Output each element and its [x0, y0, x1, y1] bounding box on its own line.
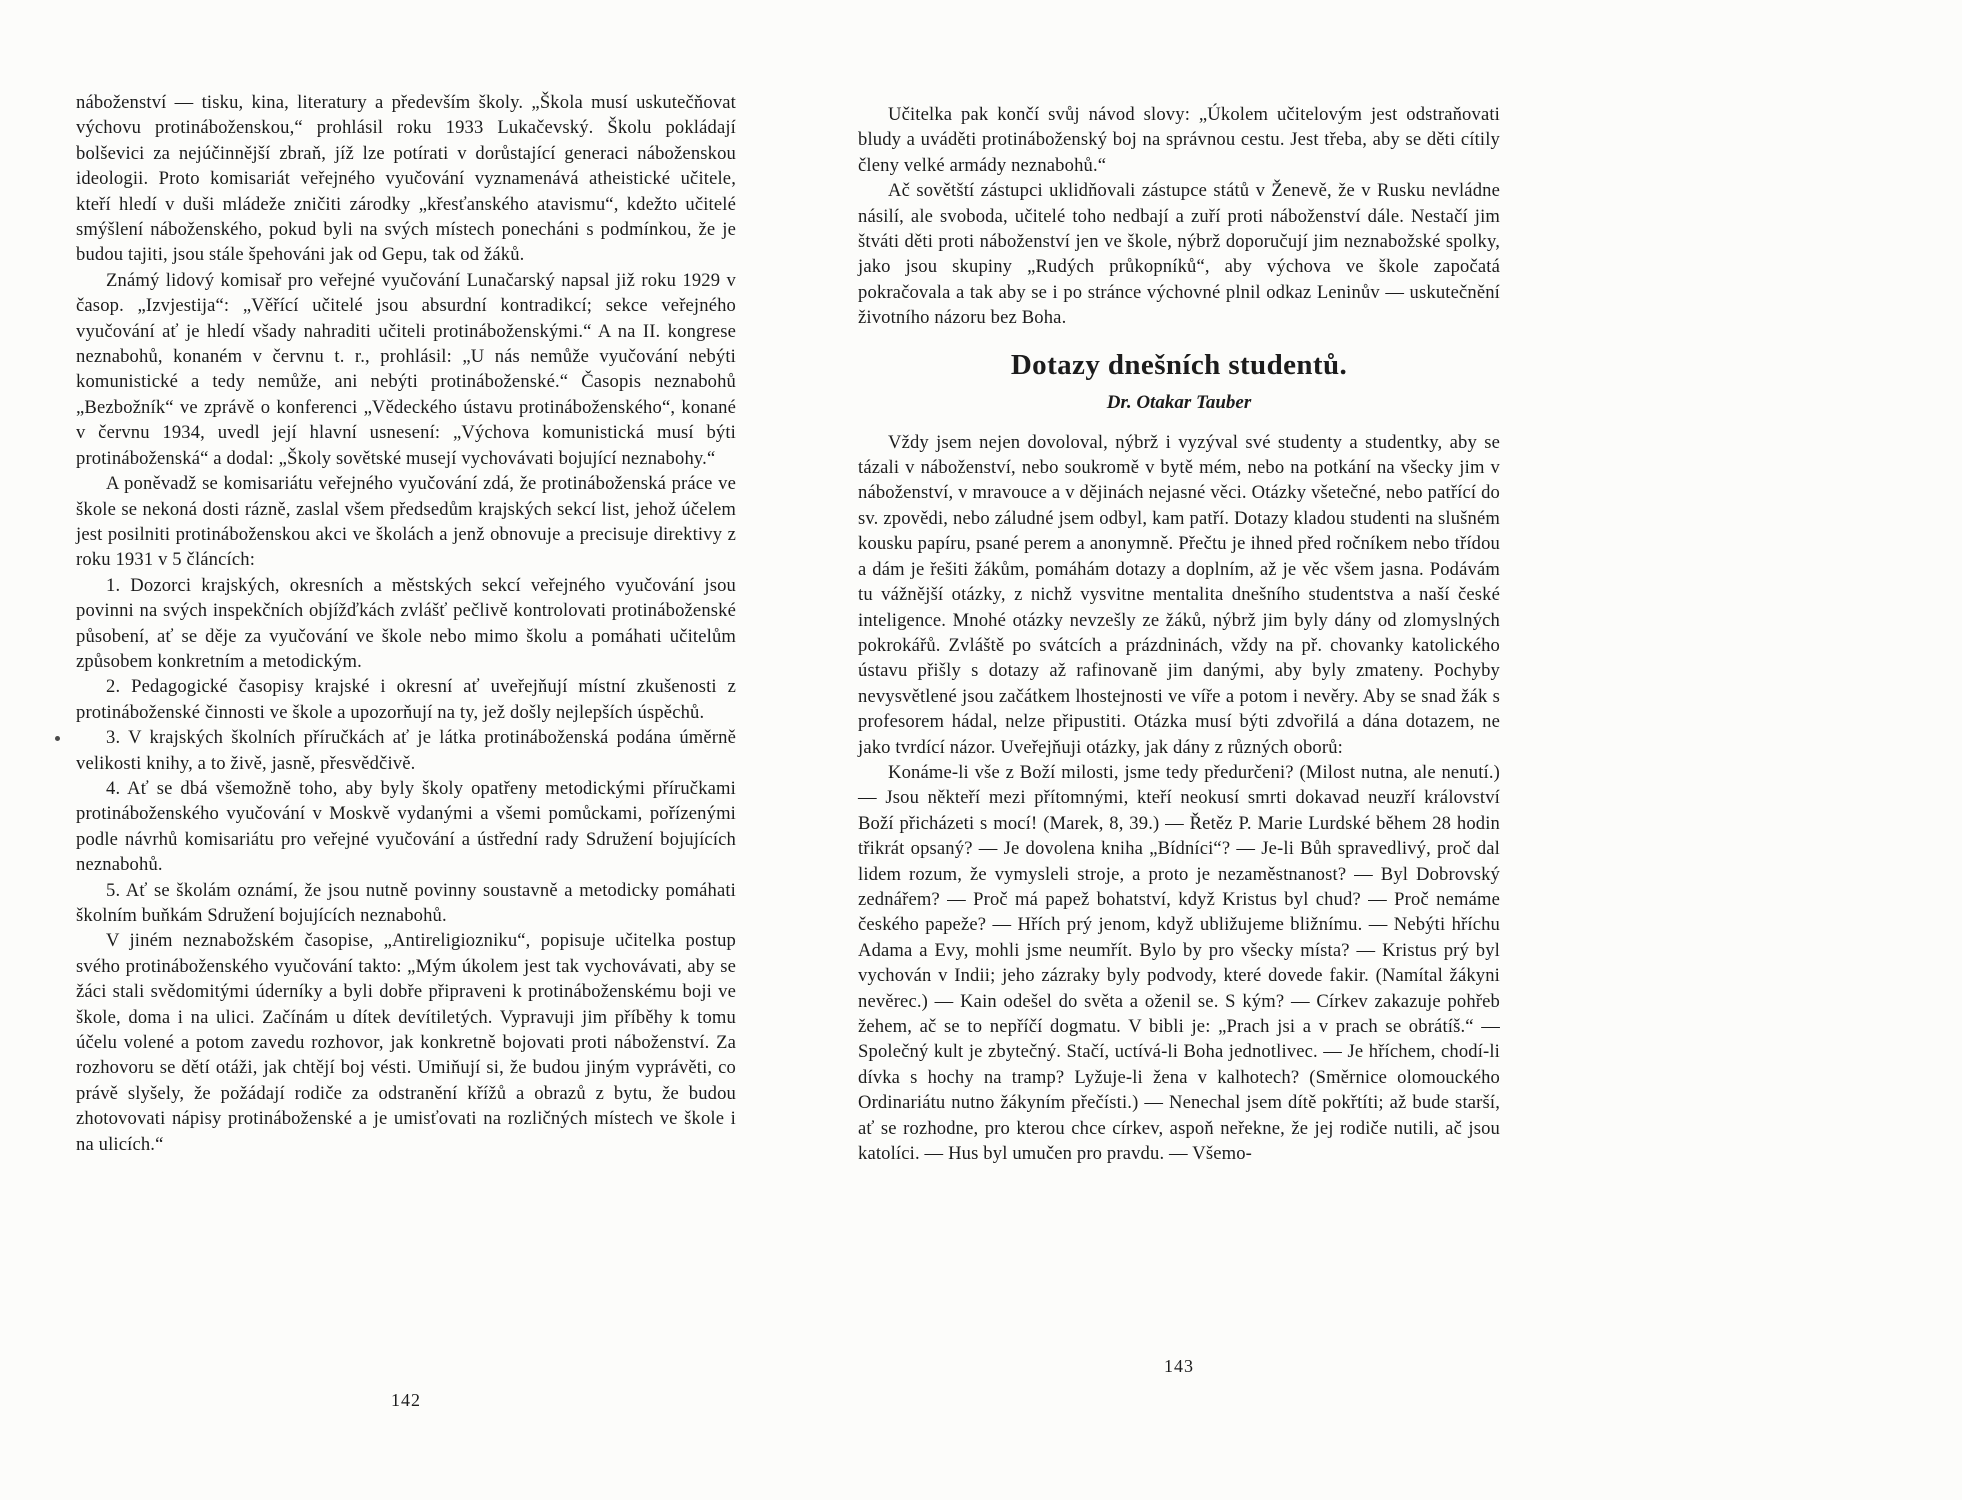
- right-page-section-text: [858, 430, 1500, 1167]
- left-page-text: [76, 90, 736, 1157]
- right-page-intro-text: [858, 102, 1500, 331]
- paragraph: Konáme-li vše z Boží milosti, jsme tedy předurčeni? (Milost nutna, ale nenutí.) — Jsou někteří mezi přítomnými, kteří neokusí smrti dokavad neuzří království Boží přicházeti s mocí! (Marek, 8, 39.) — Řetěz P. Marie Lurdské během 28 hodin třikrát opsaný? — Je dovolena kniha „Bídníci“? — Je-li Bůh spravedlivý, proč dal lidem rozum, že vymysleli stroje, a proto je nezaměstnanost? — Byl Dobrovský zednářem? — Proč má papež bohatství, když Kristus byl chud? — Proč nemáme českého papeže? — Hřích prý jenom, když ubližujeme bližnímu. — Nebýti hříchu Adama a Evy, mohli jsme neumřít. Bylo by pro všecky místa? — Kristus prý byl vychován v Indii; jeho zázraky byly podvody, které dovede fakir. (Namítal žákyni nevěrec.) — Kain odešel do světa a oženil se. S kým? — Církev zakazuje pohřeb žehem, ač se to nepříčí dogmatu. V bibli je: „Prach jsi a v prach se obrátíš.“ — Společný kult je zbytečný. Stačí, uctívá-li Boha jednotlivec. — Je hříchem, chodí-li dívka s hochy na tramp? Lyžuje-li žena v kalhotech? (Směrnice olomouckého Ordinariátu nutno žákyním přečísti.) — Nenechal jsem dítě pokřtíti; až bude starší, ať se rozhodne, pro kterou chce církev, aspoň neřekne, že jej rodiče nutili, ač jsou katolíci. — Hus byl umučen pro pravdu. — Všemo-: [858, 761, 1500, 1165]
- paragraph: Ač sovětští zástupci uklidňovali zástupce států v Ženevě, že v Rusku nevládne násilí, ale svoboda, učitelé toho nedbají a zuří proti náboženství dále. Nestačí jim štváti děti proti náboženství jen ve škole, nýbrž doporučují jim neznabožské spolky, jako jsou skupiny „Rudých průkopníků“, aby výchova ve škole započatá pokračovala a tak aby se i po stránce výchovné plnil odkaz Leninův — uskutečnění životního názoru bez Boha.: [858, 180, 1500, 329]
- paragraph: 4. Ať se dbá všemožně toho, aby byly školy opatřeny metodickými příručkami protináboženského vyučování v Moskvě vydanými a všemi pomůckami, pořízenými podle návrhů komisariátu pro veřejné vyučování a ústřední rady Sdružení bojujících neznabohů.: [76, 777, 736, 876]
- paragraph: 5. Ať se školám oznámí, že jsou nutně povinny soustavně a metodicky pomáhati školním buňkám Sdružení bojujících neznabohů.: [76, 879, 736, 926]
- section-author: Dr. Otakar Tauber: [1106, 391, 1252, 413]
- scan-speck-dot: [55, 736, 60, 741]
- section-title: Dotazy dnešních studentů.: [1010, 348, 1348, 381]
- paragraph: náboženství — tisku, kina, literatury a především školy. „Škola musí uskutečňovat výchovu protináboženskou,“ prohlásil roku 1933 Lukačevský. Školu pokládají bolševici za nejúčinnější zbraň, jíž lze potírati v dorůstající generaci náboženskou ideologii. Proto komisariát veřejného vyučování vyznamenává atheistické učitele, kteří hledí v duši mládeže zničiti zárodky „křesťanského atavismu“, kdežto učitelé smýšlení náboženského, pokud byli na svých místech ponecháni s podmínkou, že je budou tajiti, jsou stále špehováni jak od Gepu, tak od žáků.: [76, 92, 736, 266]
- paragraph: 3. V krajských školních příručkách ať je látka protináboženská podána úměrně velikosti knihy, a to živě, jasně, přesvědčivě.: [76, 727, 736, 774]
- right-page: [858, 102, 1500, 1166]
- page-number-left: 142: [391, 1390, 421, 1410]
- paragraph: Vždy jsem nejen dovoloval, nýbrž i vyzýval své studenty a studentky, aby se tázali v náboženství, nebo soukromě v bytě mém, nebo na potkání na všecky jim v náboženství, v mravouce a v dějinách nejasné věci. Otázky všetečné, nebo patřící do sv. zpovědi, nebo záludné jsem odbyl, kam patří. Dotazy kladou studenti na slušném kousku papíru, psané perem a anonymně. Přečtu je ihned před ročníkem nebo třídou a dám je řešiti žákům, pomáhám dotazy a doplním, až je věc všem jasna. Podávám tu vážnější otázky, z nichž vysvitne mentalita dnešního studentstva a naší české inteligence. Mnohé otázky nevzešly ze žáků, nýbrž jim byly dány od zlomyslných pokrokářů. Zvláště po svátcích a prázdninách, vždy na př. chovanky katolického ústavu přišly s dotazy až rafinovaně jim danými, aby byly zmateny. Pochyby nevysvětlené jsou začátkem lhostejnosti ve víře a potom i nevěry. Aby se snad žák s profesorem hádal, nelze připustiti. Otázka musí býti zdvořilá a dána dotazem, ne jako tvrdící názor. Uveřejňuji otázky, jak dány z různých oborů:: [858, 431, 1500, 758]
- paragraph: Učitelka pak končí svůj návod slovy: „Úkolem učitelovým jest odstraňovati bludy a uváděti protináboženský boj na správnou cestu. Jest třeba, aby se děti cítily členy velké armády neznabohů.“: [858, 104, 1500, 176]
- paragraph: 2. Pedagogické časopisy krajské i okresní ať uveřejňují místní zkušenosti z protináboženské činnosti ve škole a upozorňují na ty, jež došly nejlepších úspěchů.: [76, 676, 736, 723]
- left-page: [76, 90, 736, 1157]
- paragraph: Známý lidový komisař pro veřejné vyučování Lunačarský napsal již roku 1929 v časop. „Izvjestija“: „Věřící učitelé jsou absurdní kontradikcí; sekce veřejného vyučování ať je hledí všady nahraditi učiteli protináboženskými.“ A na II. kongrese neznabohů, konaném v červnu t. r., prohlásil: „U nás nemůže vyučování nebýti komunistické a tedy nemůže, ani nebýti protináboženské.“ Časopis neznabohů „Bezbožník“ ve zprávě o konferenci „Vědeckého ústavu protináboženského“, konané v červnu 1934, uvedl její hlavní usnesení: „Výchova komunistická musí býti protináboženská“ a dodal: „Školy sovětské musejí vychovávati bojující neznabohy.“: [76, 269, 736, 469]
- paragraph: V jiném neznabožském časopise, „Antireligiozniku“, popisuje učitelka postup svého protináboženského vyučování takto: „Mým úkolem jest tak vychovávati, aby se žáci stali svědomitými úderníky a byli dobře připraveni k protináboženskému boji ve škole, doma i na ulici. Začínám u dítek devítiletých. Vypravuji jim příběhy k tomu účelu volené a potom zavedu rozhovor, jak konkretně bojovati proti náboženství. Za rozhovoru se dětí otáži, jak chtějí boj vésti. Umiňují si, že budou jiným vyprávěti, co právě slyšely, že požádají rodiče za odstranění křížů a obrazů z bytu, že budou zhotovovati nápisy protináboženské a je umisťovati na rozličných místech ve škole i na ulicích.“: [76, 930, 736, 1155]
- paragraph: A poněvadž se komisariátu veřejného vyučování zdá, že protináboženská práce ve škole se nekoná dosti rázně, zaslal všem předsedům krajských sekcí list, jehož účelem jest posilniti protináboženskou akci ve školách a jenž obnovuje a precisuje direktivy z roku 1931 v 5 článcích:: [76, 473, 736, 571]
- page-number-right: 143: [1164, 1356, 1194, 1376]
- paragraph: 1. Dozorci krajských, okresních a městských sekcí veřejného vyučování jsou povinni na svých inspekčních objížďkách zvlášť pečlivě kontrolovati protináboženské působení, ať se děje za vyučování ve škole nebo mimo školu a pomáhati učitelům způsobem konkretním a metodickým.: [76, 574, 736, 672]
